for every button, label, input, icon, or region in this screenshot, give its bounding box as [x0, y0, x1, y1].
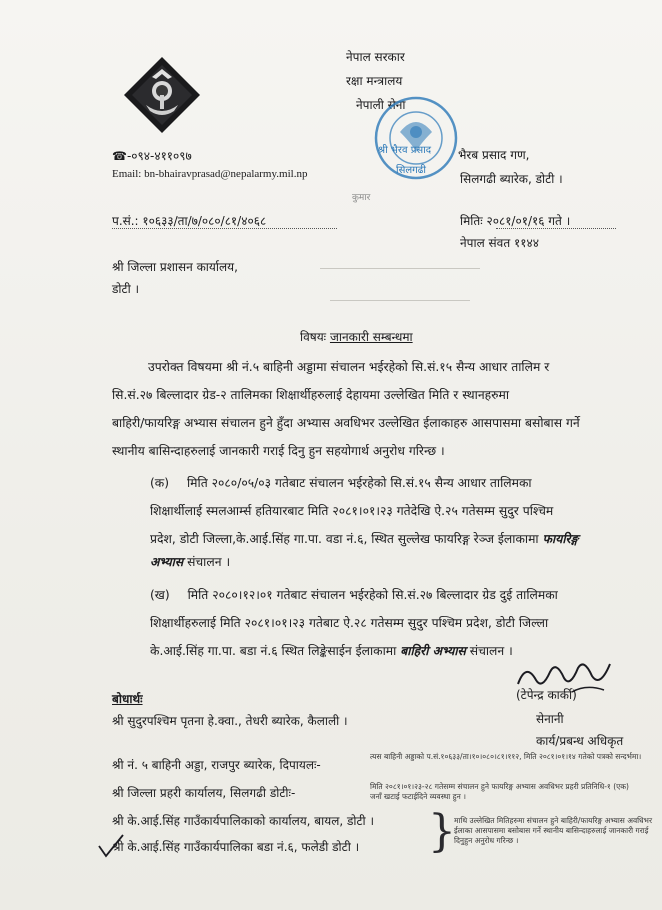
item-ka-emphasis-1: फायरिङ्ग: [542, 532, 579, 546]
paragraph-line: उपरोक्त विषयमा श्री नं.५ बाहिनी अड्डामा संचालन भईरहेको सि.सं.१५ सैन्य आधार तालिम र: [148, 360, 550, 374]
item-ka-tail: संचालन ।: [187, 555, 231, 569]
org-line-2: रक्षा मन्त्रालय: [346, 74, 403, 88]
phone-number: ☎-०९४-४११०९७: [112, 149, 192, 163]
org-line-1: नेपाल सरकार: [346, 50, 405, 64]
item-kha-line-2: शिक्षार्थीहरुलाई मिति २०८१।०१।२३ गतेबाट ऐ.२८ गतेसम्म सुदुर पश्चिम प्रदेश, डोटी जिल्ला: [150, 616, 549, 630]
bleed-through-line: [330, 300, 470, 301]
cc-note-1: त्यस बाहिनी अड्डाको प.सं.१०६३३/ता।१०।०८०।८१।११२, मिति २०८१।०१।१४ गतेको पत्रको सन्दर्भमा।: [370, 752, 642, 761]
signatory-role: कार्य/प्रबन्ध अधिकृत: [536, 734, 624, 748]
item-ka-line-3: [150, 530, 578, 547]
item-ka-line-2: शिक्षार्थीलाई स्मलआर्म्स हतियारबाट मिति २०८१।०१।२३ गतेदेखि ऐ.२५ गतेसम्म सुदुर पश्चिम: [150, 504, 554, 518]
paragraph-line: बाहिरी/फायरिङ्ग अभ्यास संचालन हुने हुँदा अभ्यास अवधिभर उल्लेखित ईलाकाहरु आसपासमा बसोबास गर्ने: [112, 416, 580, 430]
cc-item: श्री नं. ५ बाहिनी अड्डा, राजपुर ब्यारेक, दिपायलः-: [112, 758, 321, 772]
item-ka-marker: (क): [150, 476, 170, 490]
cc-heading: बोधार्थः: [112, 692, 143, 706]
item-kha-text-1: मिति २०८०।१२।०१ गतेबाट संचालन भईरहेको सि.सं.२७ बिल्लादार ग्रेड दुई तालिमका: [187, 588, 558, 602]
date-underline: [496, 228, 616, 229]
reference-number: प.सं.: १०६३३/ता/७/०८०/८१/४०६८: [112, 214, 267, 228]
item-ka-line-4: [150, 553, 230, 570]
paragraph-line: सि.सं.२७ बिल्लादार ग्रेड-२ तालिमका शिक्षार्थीहरुलाई देहायमा उल्लेखित मिति र स्थानहरुमा: [112, 388, 510, 402]
item-ka-text-3: प्रदेश, डोटी जिल्ला,के.आई.सिंह गा.पा. वडा नं.६, स्थित सुल्लेख फायरिङ्ग रेञ्ज ईलाकामा: [150, 532, 539, 546]
cc-item: श्री के.आई.सिंह गाउँकार्यपालिकाको कार्यालय, बायल, डोटी ।: [112, 814, 375, 828]
recipient-line-1: श्री जिल्ला प्रशासन कार्यालय,: [112, 260, 238, 274]
subject-line: [300, 328, 413, 346]
checkmark-icon: [96, 832, 126, 860]
signatory-name: (टेपेन्द्र कार्की): [516, 688, 577, 702]
item-ka-line-1: [150, 474, 532, 491]
item-kha-line-1: [150, 586, 558, 603]
letter-date: मितिः २०८१/०१/१६ गते ।: [460, 214, 571, 228]
cc-note-2: मिति २०८१।०१।२३-२८ गतेसम्म संचालन हुने फायरिङ्ग अभ्यास अवधिभर प्रहरी प्रतिनिधि-१ (एक) जनाँ खटाई फटाईदिने व्यवस्था हुन ।: [370, 782, 629, 801]
faint-mark: कुमार: [352, 193, 371, 203]
stamp-text-top: श्री भैरव प्रसाद: [378, 145, 432, 156]
cc-note-3: माथि उल्लेखित मितिहरुमा संचालन हुने बाहिरी/फायरिङ्ग अभ्यास अवधिभर ईलाका आसपासमा बसोबास गर्ने स्थानीय बासिन्दाहरुलाई जानकारी गराई दिनुहुन अनुरोध गरिन्छ ।: [454, 816, 653, 845]
item-kha-marker: (ख): [150, 588, 170, 602]
stamp-text-bottom: सिलगढी: [396, 165, 426, 176]
org-line-3: नेपाली सेना: [356, 98, 406, 112]
item-kha-tail: संचालन ।: [469, 644, 513, 658]
item-kha-line-3: [150, 642, 513, 659]
unit-name: भैरब प्रसाद गण,: [458, 148, 530, 162]
brace-icon: }: [428, 806, 456, 857]
paragraph-line: स्थानीय बासिन्दाहरुलाई जानकारी गराई दिनु हुन सहयोगार्थ अनुरोध गरिन्छ ।: [112, 444, 445, 458]
reference-underline: [112, 228, 337, 229]
cc-item: श्री सुदुरपश्चिम पृतना हे.क्वा., तेधरी ब्यारेक, कैलाली ।: [112, 714, 348, 728]
signatory-rank: सेनानी: [536, 712, 564, 726]
email-address: Email: bn-bhairavprasad@nepalarmy.mil.np: [112, 168, 308, 180]
nepal-sambat: नेपाल संवत ११४४: [460, 236, 539, 250]
unit-location: सिलगढी ब्यारेक, डोटी ।: [460, 172, 563, 186]
item-ka-text-1: मिति २०८०/०५/०३ गतेबाट संचालन भईरहेको सि.सं.१५ सैन्य आधार तालिमका: [186, 476, 532, 490]
cc-item: श्री जिल्ला प्रहरी कार्यालय, सिलगढी डोटीः-: [112, 786, 296, 800]
item-ka-emphasis-2: अभ्यास: [150, 555, 184, 569]
recipient-line-2: डोटी ।: [112, 282, 140, 296]
subject-text: जानकारी सम्बन्धमा: [329, 330, 413, 344]
item-kha-emphasis: बाहिरी अभ्यास: [400, 644, 466, 658]
cc-item: श्री के.आई.सिंह गाउँकार्यपालिका बडा नं.६, फलेडी डोटी ।: [112, 840, 360, 854]
bleed-through-line: [320, 268, 480, 269]
subject-label: विषयः: [300, 330, 327, 344]
nepal-army-emblem-icon: [122, 55, 202, 135]
item-kha-text-3: के.आई.सिंह गा.पा. बडा नं.६ स्थित लिङ्केसाईन ईलाकामा: [150, 644, 397, 658]
